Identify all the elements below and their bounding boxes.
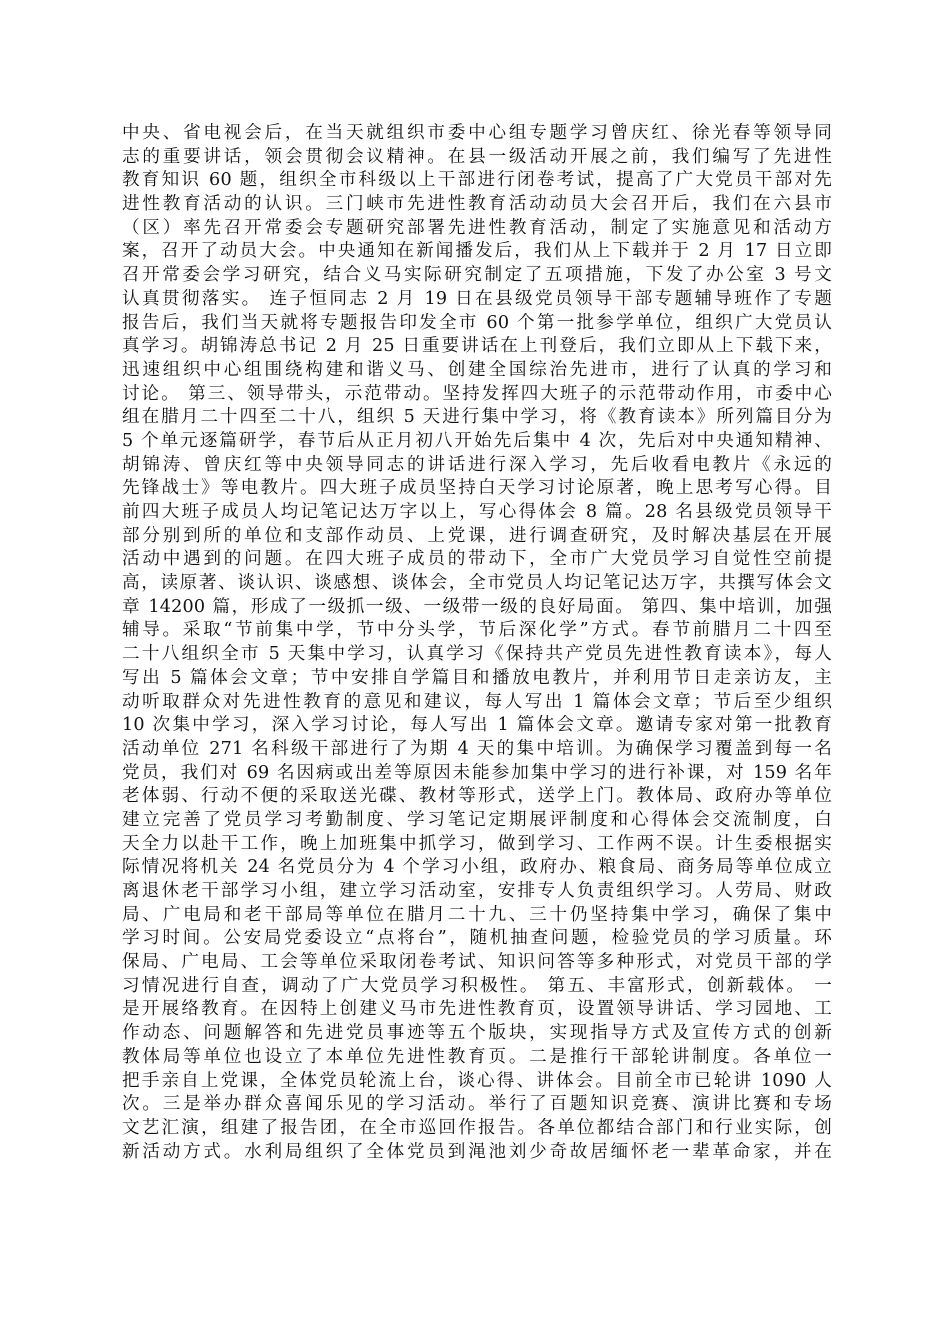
text-line: 报告后，我们当天就将专题报告印发全市 60 个第一批参学单位，组织广大党员认 [122, 312, 832, 333]
text-line: 10 次集中学习，深入学习讨论，每人写出 1 篇体会文章。邀请专家对第一批教育 [122, 715, 832, 736]
text-line: 5 个单元逐篇研学，春节后从正月初八开始先后集中 4 次，先后对中央通知精神、 [122, 430, 832, 451]
text-line: 局、广电局和老干部局等单位在腊月二十九、三十仍坚持集中学习，确保了集中 [122, 904, 832, 925]
text-line: 迅速组织中心组围绕构建和谐义马、创建全国综治先进市，进行了认真的学习和 [122, 359, 832, 380]
text-line: 新活动方式。水利局组织了全体党员到渑池刘少奇故居缅怀老一辈革命家，并在 [122, 1141, 832, 1162]
text-line: 建立完善了党员学习考勤制度、学习笔记定期展评制度和心得体会交流制度，白 [122, 809, 832, 830]
text-line: 老体弱、行动不便的采取送光碟、教材等形式，送学上门。教体局、政府办等单位 [122, 786, 832, 807]
text-line: 把手亲自上党课，全体党员轮流上台，谈心得、讲体会。目前全市已轮讲 1090 人 [122, 1070, 832, 1091]
text-line: 认真贯彻落实。 连子恒同志 2 月 19 日在县级党员领导干部专题辅导班作了专题 [122, 288, 832, 309]
text-line: 真学习。胡锦涛总书记 2 月 25 日重要讲话在上刊登后，我们立即从上下载下来， [122, 336, 832, 357]
text-line: 教体局等单位也设立了本单位先进性教育页。二是推行干部轮讲制度。各单位一 [122, 1046, 832, 1067]
text-line: 辅导。采取“节前集中学，节中分头学，节后深化学”方式。春节前腊月二十四至 [122, 620, 832, 641]
text-line: 高，读原著、谈认识、谈感想、谈体会，全市党员人均记笔记达万字，共撰写体会文 [122, 573, 832, 594]
text-line: 学习时间。公安局党委设立“点将台”，随机抽查问题，检验党员的学习质量。环 [122, 928, 832, 949]
text-line: 召开常委会学习研究，结合义马实际研究制定了五项措施，下发了办公室 3 号文 [122, 265, 832, 286]
text-line: 活动中遇到的问题。在四大班子成员的带动下，全市广大党员学习自觉性空前提 [122, 549, 832, 570]
text-line: 际情况将机关 24 名党员分为 4 个学习小组，政府办、粮食局、商务局等单位成立 [122, 857, 832, 878]
text-line: 是开展络教育。在因特上创建义马市先进性教育页，设置领导讲话、学习园地、工 [122, 999, 832, 1020]
text-line: 活动单位 271 名科级干部进行了为期 4 天的集中培训。为确保学习覆盖到每一名 [122, 738, 832, 759]
text-line: 组在腊月二十四至二十八，组织 5 天进行集中学习，将《教育读本》所列篇目分为 [122, 407, 832, 428]
text-line: 次。三是举办群众喜闻乐见的学习活动。举行了百题知识竞赛、演讲比赛和专场 [122, 1094, 832, 1115]
text-line: （区）率先召开常委会专题研究部署先进性教育活动，制定了实施意见和活动方 [122, 217, 832, 238]
text-line: 先锋战士》等电教片。四大班子成员坚持白天学习讨论原著，晚上思考写心得。目 [122, 478, 832, 499]
text-line: 志的重要讲话，领会贯彻会议精神。在县一级活动开展之前，我们编写了先进性 [122, 146, 832, 167]
text-line: 作动态、问题解答和先进党员事迹等五个版块，实现指导方式及宣传方式的创新 [122, 1023, 832, 1044]
body-text [122, 122, 832, 1164]
text-line: 案，召开了动员大会。中央通知在新闻播发后，我们从上下载并于 2 月 17 日立即 [122, 241, 832, 262]
text-line: 离退休老干部学习小组，建立学习活动室，安排专人负责组织学习。人劳局、财政 [122, 881, 832, 901]
text-line: 天全力以赴干工作，晚上加班集中抓学习，做到学习、工作两不误。计生委根据实 [122, 833, 832, 854]
text-line: 中央、省电视会后，在当天就组织市委中心组专题学习曾庆红、徐光春等领导同 [122, 123, 832, 143]
text-line: 章 14200 篇，形成了一级抓一级、一级带一级的良好局面。 第四、集中培训，加强 [122, 596, 832, 617]
text-line: 动听取群众对先进性教育的意见和建议，每人写出 1 篇体会文章；节后至少组织 [122, 691, 832, 712]
text-line: 讨论。 第三、领导带头，示范带动。坚持发挥四大班子的示范带动作用，市委中心 [122, 383, 832, 404]
text-line: 前四大班子成员人均记笔记达万字以上，写心得体会 8 篇。28 名县级党员领导干 [122, 502, 832, 522]
text-line: 部分别到所的单位和支部作动员、上党课，进行调查研究，及时解决基层在开展 [122, 525, 832, 546]
text-line: 教育知识 60 题，组织全市科级以上干部进行闭卷考试，提高了广大党员干部对先 [122, 170, 832, 191]
text-line: 二十八组织全市 5 天集中学习，认真学习《保持共产党员先进性教育读本》，每人 [122, 644, 832, 665]
text-line: 文艺汇演，组建了报告团，在全市巡回作报告。各单位都结合部门和行业实际，创 [122, 1117, 832, 1138]
text-line: 保局、广电局、工会等单位采取闭卷考试、知识问答等多种形式，对党员干部的学 [122, 952, 832, 973]
text-line: 习情况进行自查，调动了广大党员学习积极性。 第五、丰富形式，创新载体。 一 [122, 975, 832, 996]
text-line: 胡锦涛、曾庆红等中央领导同志的讲话进行深入学习，先后收看电教片《永远的 [122, 454, 832, 475]
text-line: 写出 5 篇体会文章；节中安排自学篇目和播放电教片，并利用节日走亲访友，主 [122, 667, 832, 688]
text-line: 党员，我们对 69 名因病或出差等原因未能参加集中学习的进行补课，对 159 名年 [122, 762, 832, 783]
text-line: 进性教育活动的认识。三门峡市先进性教育活动动员大会召开后，我们在六县市 [122, 194, 832, 215]
